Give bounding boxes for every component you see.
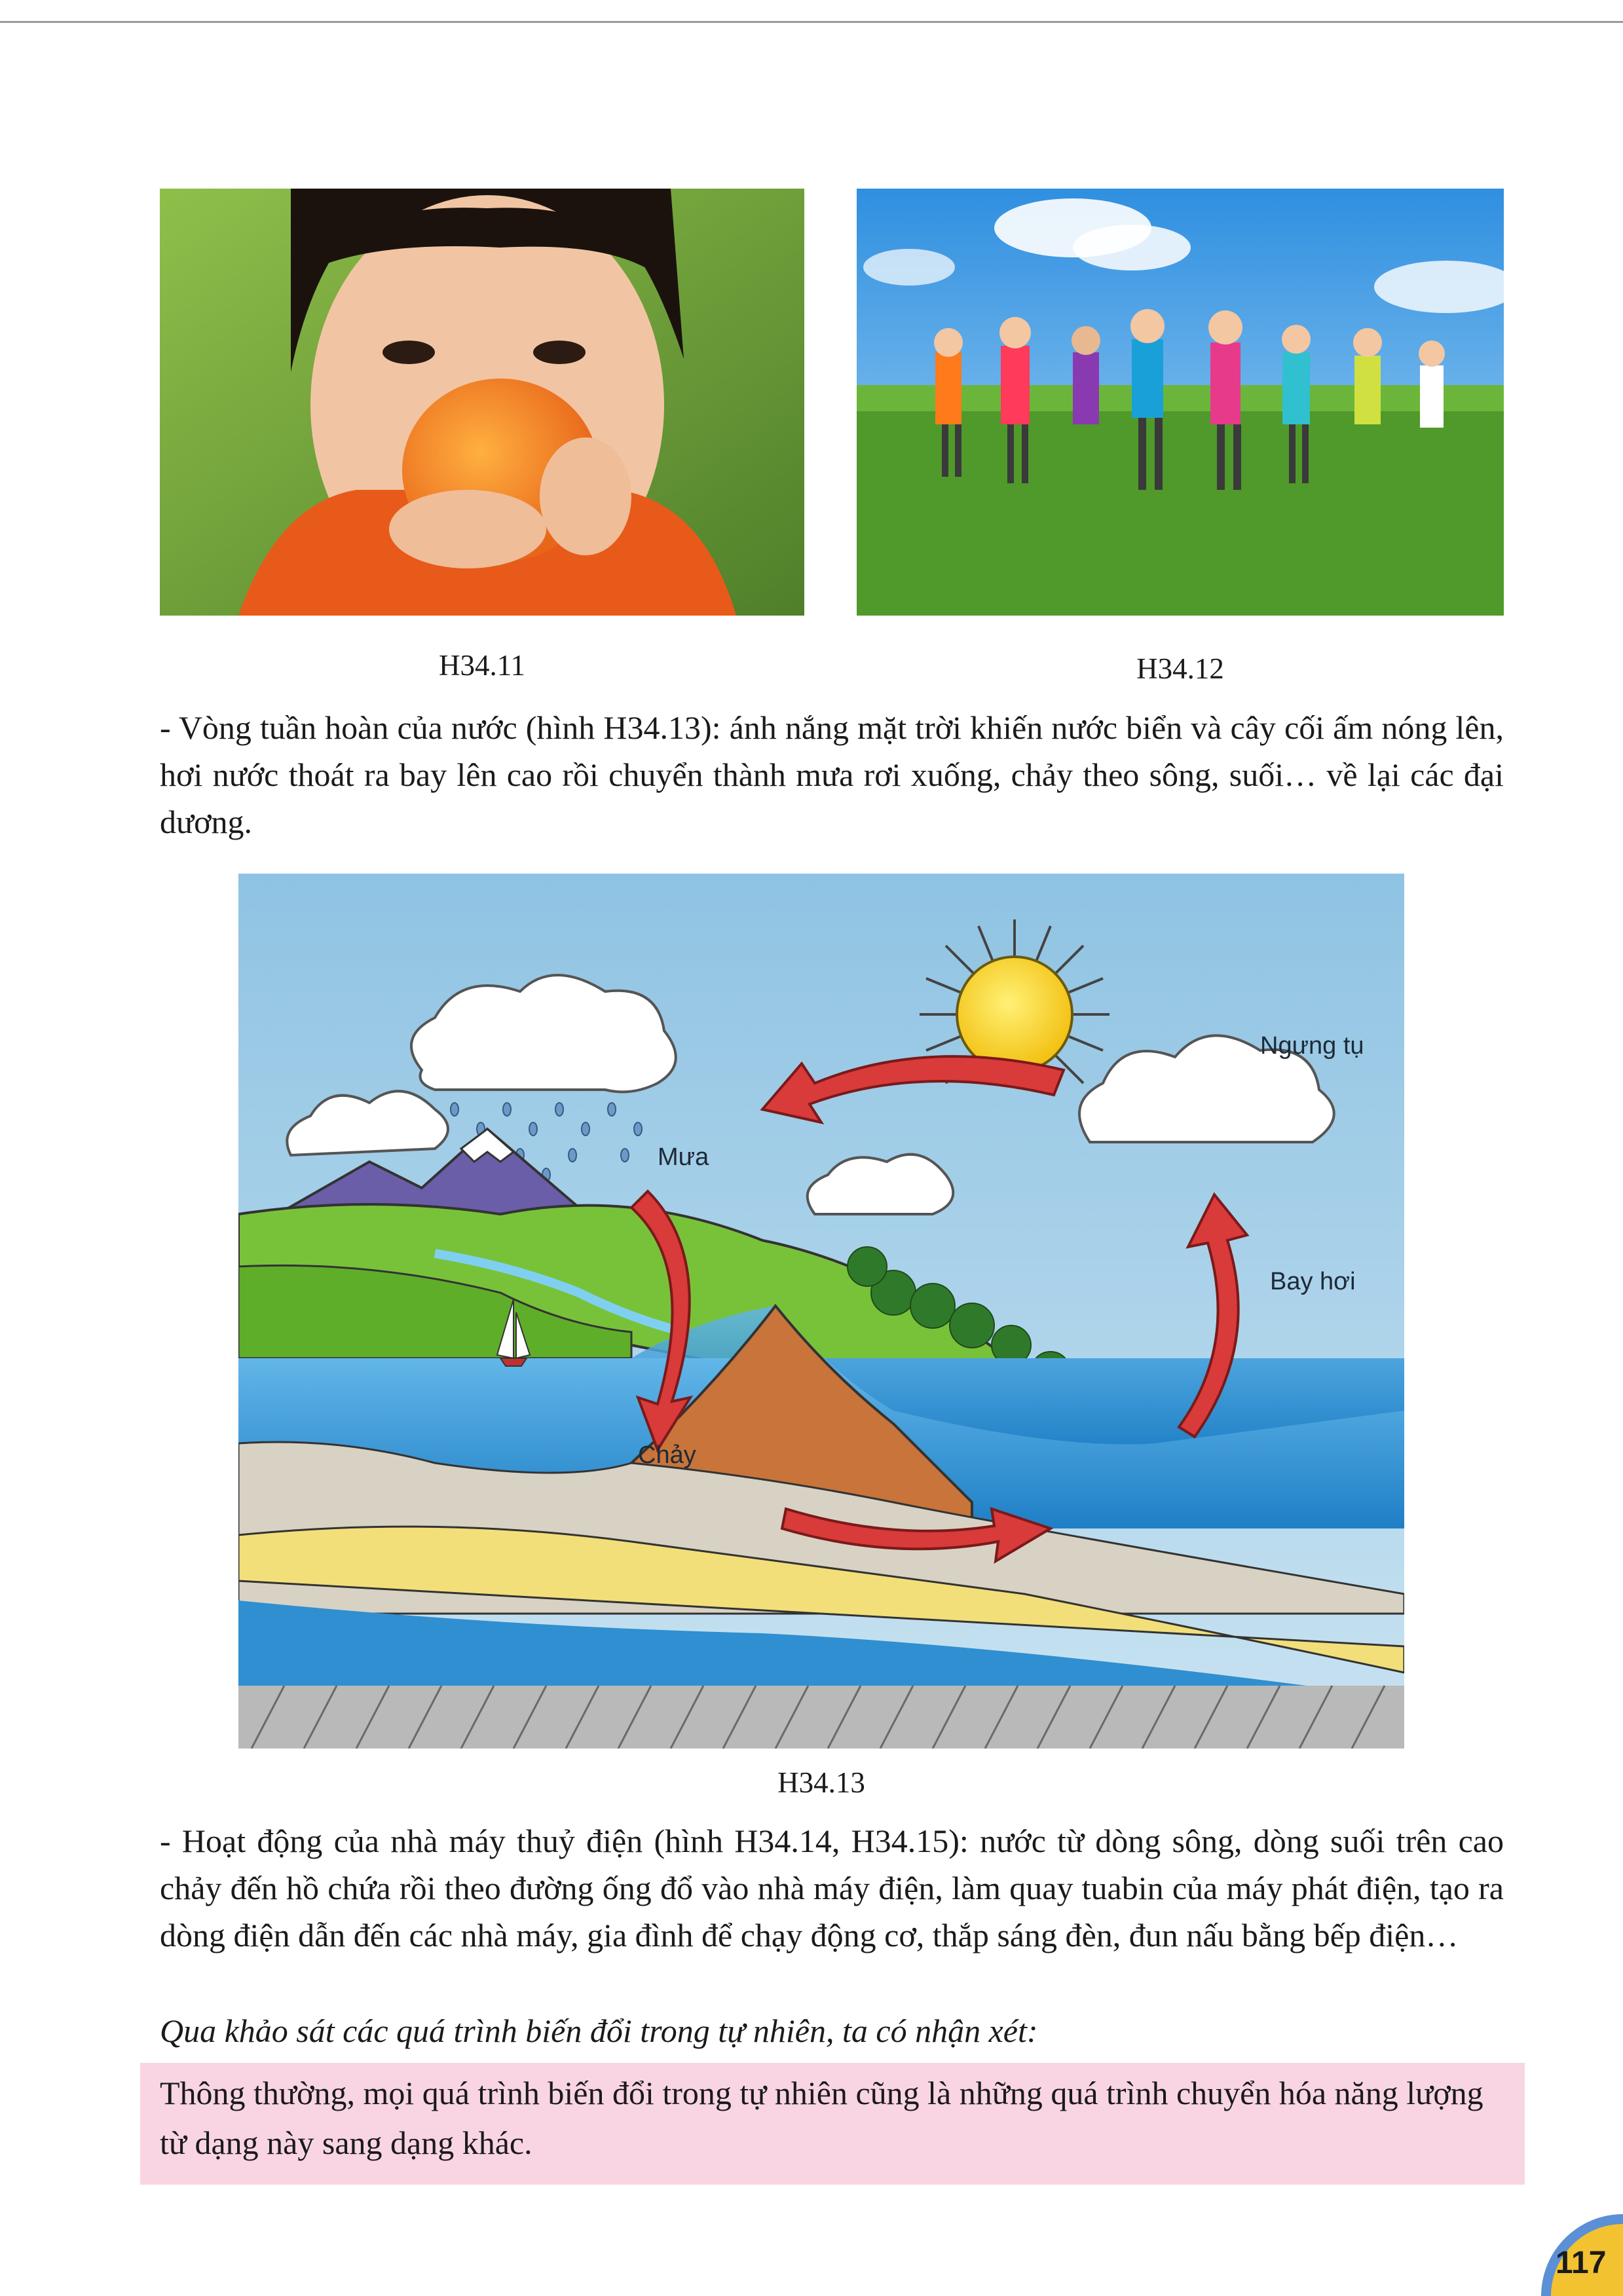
photo-children-running [857,189,1504,616]
label-rain: Mưa [658,1143,709,1171]
conclusion-box [140,2063,1525,2185]
conclusion-text: Thông thường, mọi quá trình biến đổi trong tự nhiên cũng là những quá trình chuyển hóa năng lượng từ dạng này sang dạng khác. [160,2075,1483,2161]
figure-caption-h3412: H34.12 [1136,652,1224,685]
figure-caption-h3411: H34.11 [438,649,526,682]
observation-note: Qua khảo sát các quá trình biến đổi trong tự nhiên, ta có nhận xét: [160,2012,1038,2049]
figure-caption-h3413: H34.13 [777,1766,865,1799]
label-flow: Chảy [638,1441,696,1469]
photo-girl-with-orange [160,189,804,616]
label-condensation: Ngưng tụ [1260,1032,1364,1060]
header-rule [0,21,1623,23]
water-cycle-diagram [238,874,1404,1749]
paragraph-water-cycle: - Vòng tuần hoàn của nước (hình H34.13): ánh nắng mặt trời khiến nước biển và cây cối ấm nóng lên, hơi nước thoát ra bay lên cao rồi chuyển thành mưa rơi xuống, chảy theo sông, suối… về lại các đại dương. [160,709,1504,840]
paragraph-hydro-plant: - Hoạt động của nhà máy thuỷ điện (hình H34.14, H34.15): nước từ dòng sông, dòng suối trên cao chảy đến hồ chứa rồi theo đường ống đổ vào nhà máy điện, làm quay tuabin của máy phát điện, tạo ra dòng điện dẫn đến các nhà máy, gia đình để chạy động cơ, thắp sáng đèn, đun nấu bằng bếp điện… [160,1823,1504,1953]
label-evaporation: Bay hơi [1270,1268,1356,1295]
page-number: 117 [1556,2246,1607,2280]
